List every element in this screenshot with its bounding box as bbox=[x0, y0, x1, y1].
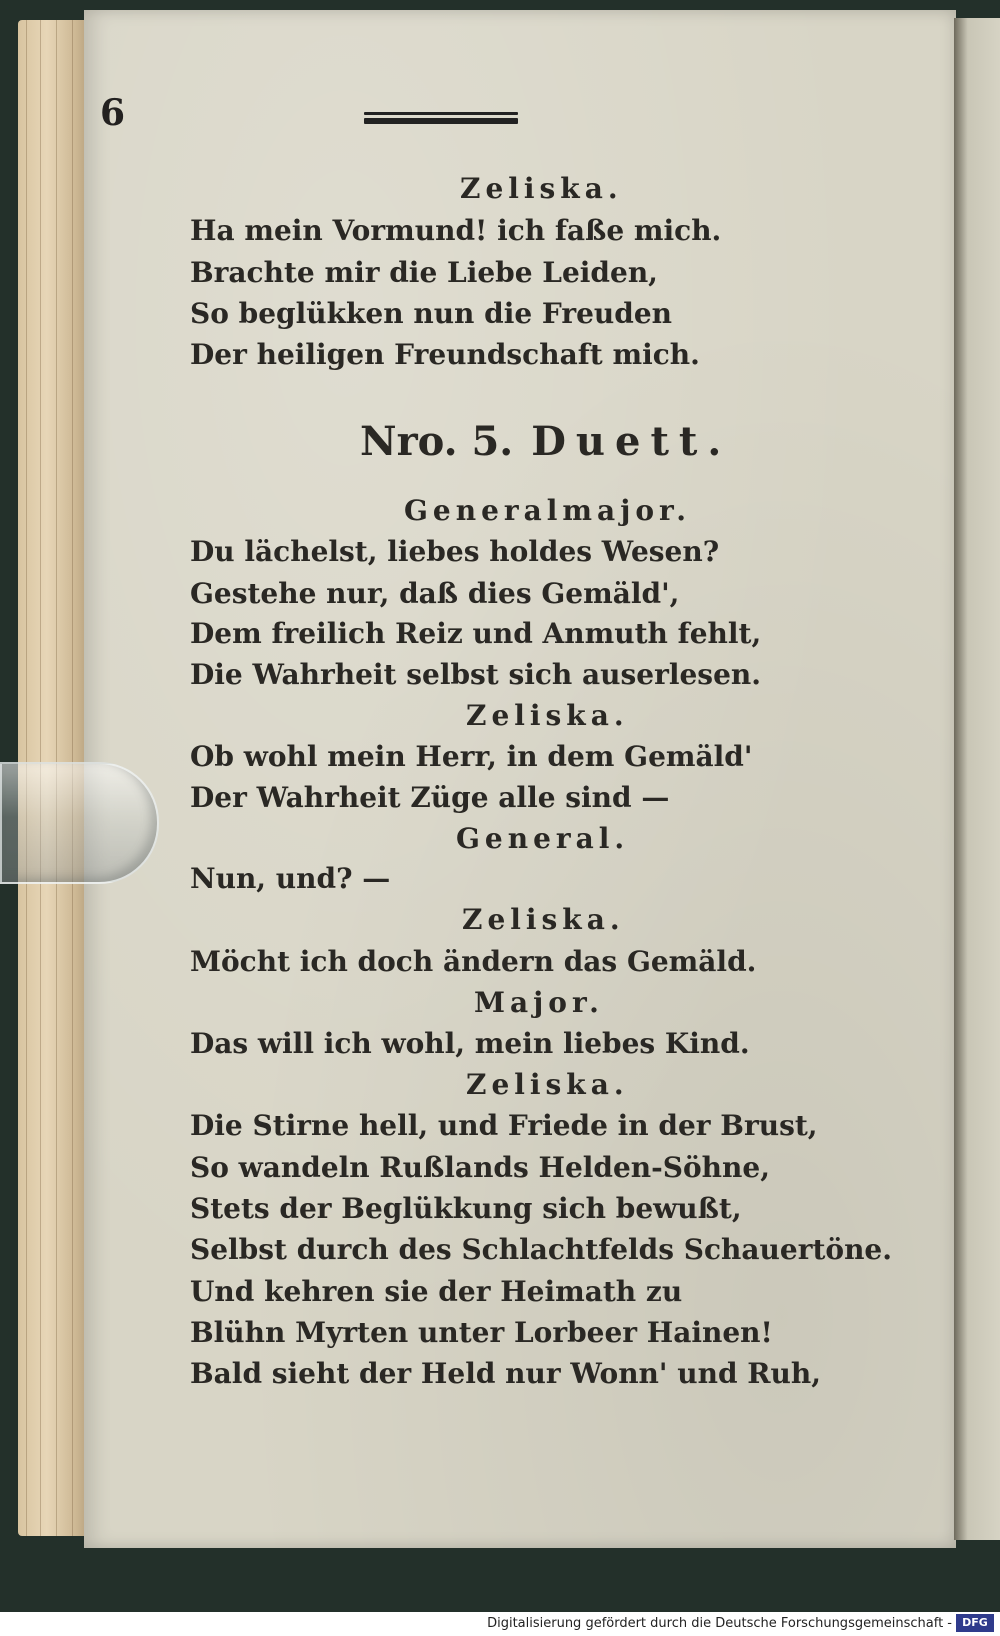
verse-line: Nun, und? — bbox=[190, 862, 391, 895]
heading-title: Duett. bbox=[531, 418, 732, 465]
section-heading bbox=[360, 418, 731, 465]
speaker-name: Major. bbox=[474, 986, 604, 1019]
verse-line: So beglükken nun die Freuden bbox=[190, 297, 672, 330]
verse-line: Die Wahrheit selbst sich auserlesen. bbox=[190, 658, 761, 691]
next-page-edge bbox=[954, 18, 1000, 1540]
verse-line: Brachte mir die Liebe Leiden, bbox=[190, 256, 658, 289]
page-number: 6 bbox=[100, 92, 126, 134]
rule-line-thick bbox=[364, 118, 518, 124]
speaker-name: Zeliska. bbox=[466, 1068, 629, 1101]
verse-line: Der heiligen Freundschaft mich. bbox=[190, 338, 700, 371]
verse-line: Ha mein Vormund! ich faße mich. bbox=[190, 214, 722, 247]
verse-line: Bald sieht der Held nur Wonn' und Ruh, bbox=[190, 1357, 822, 1390]
speaker-name: Zeliska. bbox=[462, 903, 625, 936]
verse-line: Möcht ich doch ändern das Gemäld. bbox=[190, 945, 757, 978]
digitization-credit: Digitalisierung gefördert durch die Deutsche Forschungsgemeinschaft - bbox=[487, 1616, 952, 1631]
header-rule bbox=[364, 112, 518, 127]
verse-line: Blühn Myrten unter Lorbeer Hainen! bbox=[190, 1316, 773, 1349]
speaker-name: General. bbox=[456, 822, 630, 855]
verse-line: Ob wohl mein Herr, in dem Gemäld' bbox=[190, 740, 753, 773]
page-clip bbox=[0, 762, 159, 884]
speaker-name: Zeliska. bbox=[460, 172, 623, 205]
verse-line: So wandeln Rußlands Helden-Söhne, bbox=[190, 1151, 770, 1184]
verse-line: Du lächelst, liebes holdes Wesen? bbox=[190, 535, 720, 568]
verse-line: Und kehren sie der Heimath zu bbox=[190, 1275, 683, 1308]
verse-line: Dem freilich Reiz und Anmuth fehlt, bbox=[190, 617, 762, 650]
verse-line: Das will ich wohl, mein liebes Kind. bbox=[190, 1027, 750, 1060]
heading-number: Nro. 5. bbox=[360, 418, 514, 465]
dfg-logo: DFG bbox=[956, 1614, 994, 1632]
speaker-name: Zeliska. bbox=[466, 699, 629, 732]
verse-line: Die Stirne hell, und Friede in der Brust, bbox=[190, 1109, 818, 1142]
verse-line: Der Wahrheit Züge alle sind — bbox=[190, 781, 670, 814]
rule-line bbox=[364, 112, 518, 115]
verse-line: Gestehe nur, daß dies Gemäld', bbox=[190, 577, 680, 610]
speaker-name: Generalmajor. bbox=[404, 494, 691, 527]
verse-line: Selbst durch des Schlachtfelds Schauertöne. bbox=[190, 1233, 892, 1266]
verse-line: Stets der Beglükkung sich bewußt, bbox=[190, 1192, 742, 1225]
